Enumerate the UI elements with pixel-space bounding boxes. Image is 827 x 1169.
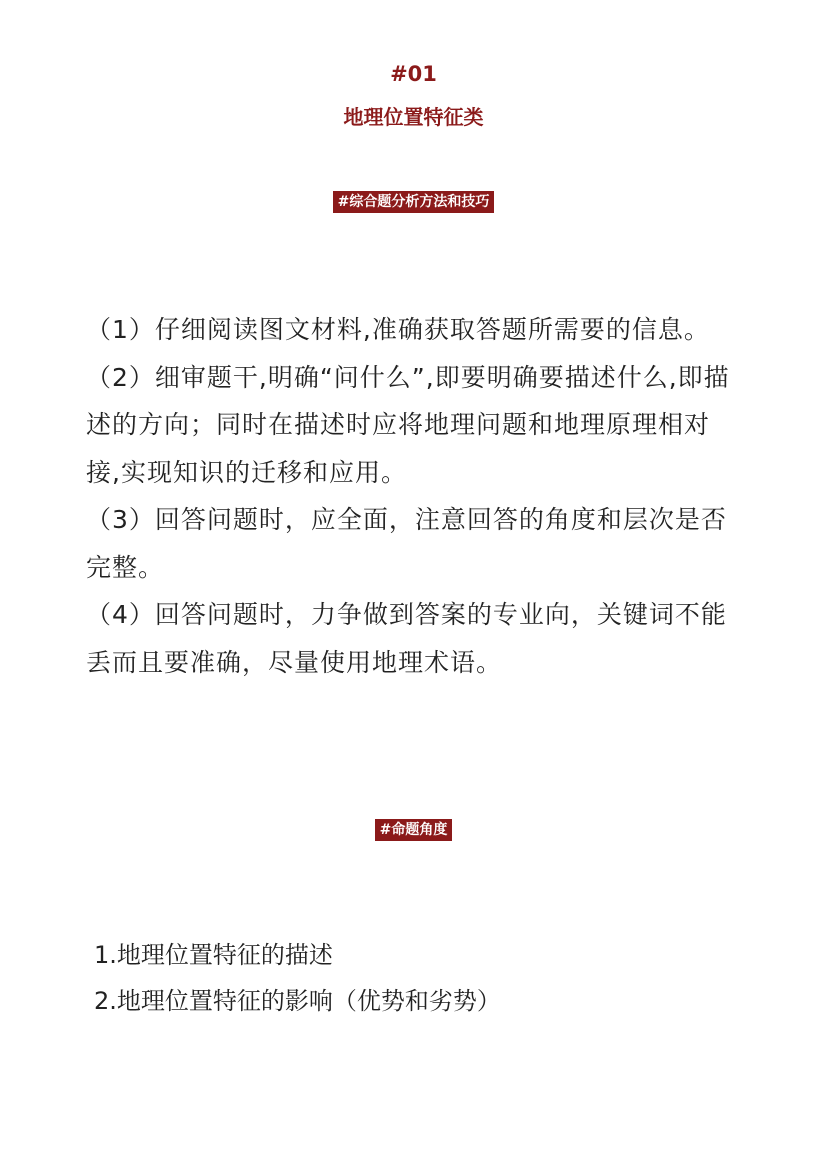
angles-list [94, 932, 754, 1024]
angles-tag: #命题角度 [375, 819, 453, 841]
methods-tag-row [0, 191, 827, 213]
methods-content [86, 306, 736, 686]
section-title: 地理位置特征类 [343, 105, 484, 129]
method-item-2: （2）细审题干,明确“问什么”,即要明确要描述什么,即描述的方向；同时在描述时应将地理问题和地理原理相对接,实现知识的迁移和应用。 [86, 362, 730, 487]
method-item-4: （4）回答问题时，力争做到答案的专业向，关键词不能丢而且要准确，尽量使用地理术语。 [86, 600, 727, 677]
angles-tag-row [0, 819, 827, 841]
angle-item-1: 1.地理位置特征的描述 [94, 941, 333, 969]
methods-tag: #综合题分析方法和技巧 [333, 191, 495, 213]
method-item-3: （3）回答问题时，应全面，注意回答的角度和层次是否完整。 [86, 505, 727, 582]
method-item-1: （1）仔细阅读图文材料,准确获取答题所需要的信息。 [86, 315, 710, 344]
angle-item-2: 2.地理位置特征的影响（优势和劣势） [94, 987, 501, 1015]
section-number: #01 [390, 62, 437, 86]
